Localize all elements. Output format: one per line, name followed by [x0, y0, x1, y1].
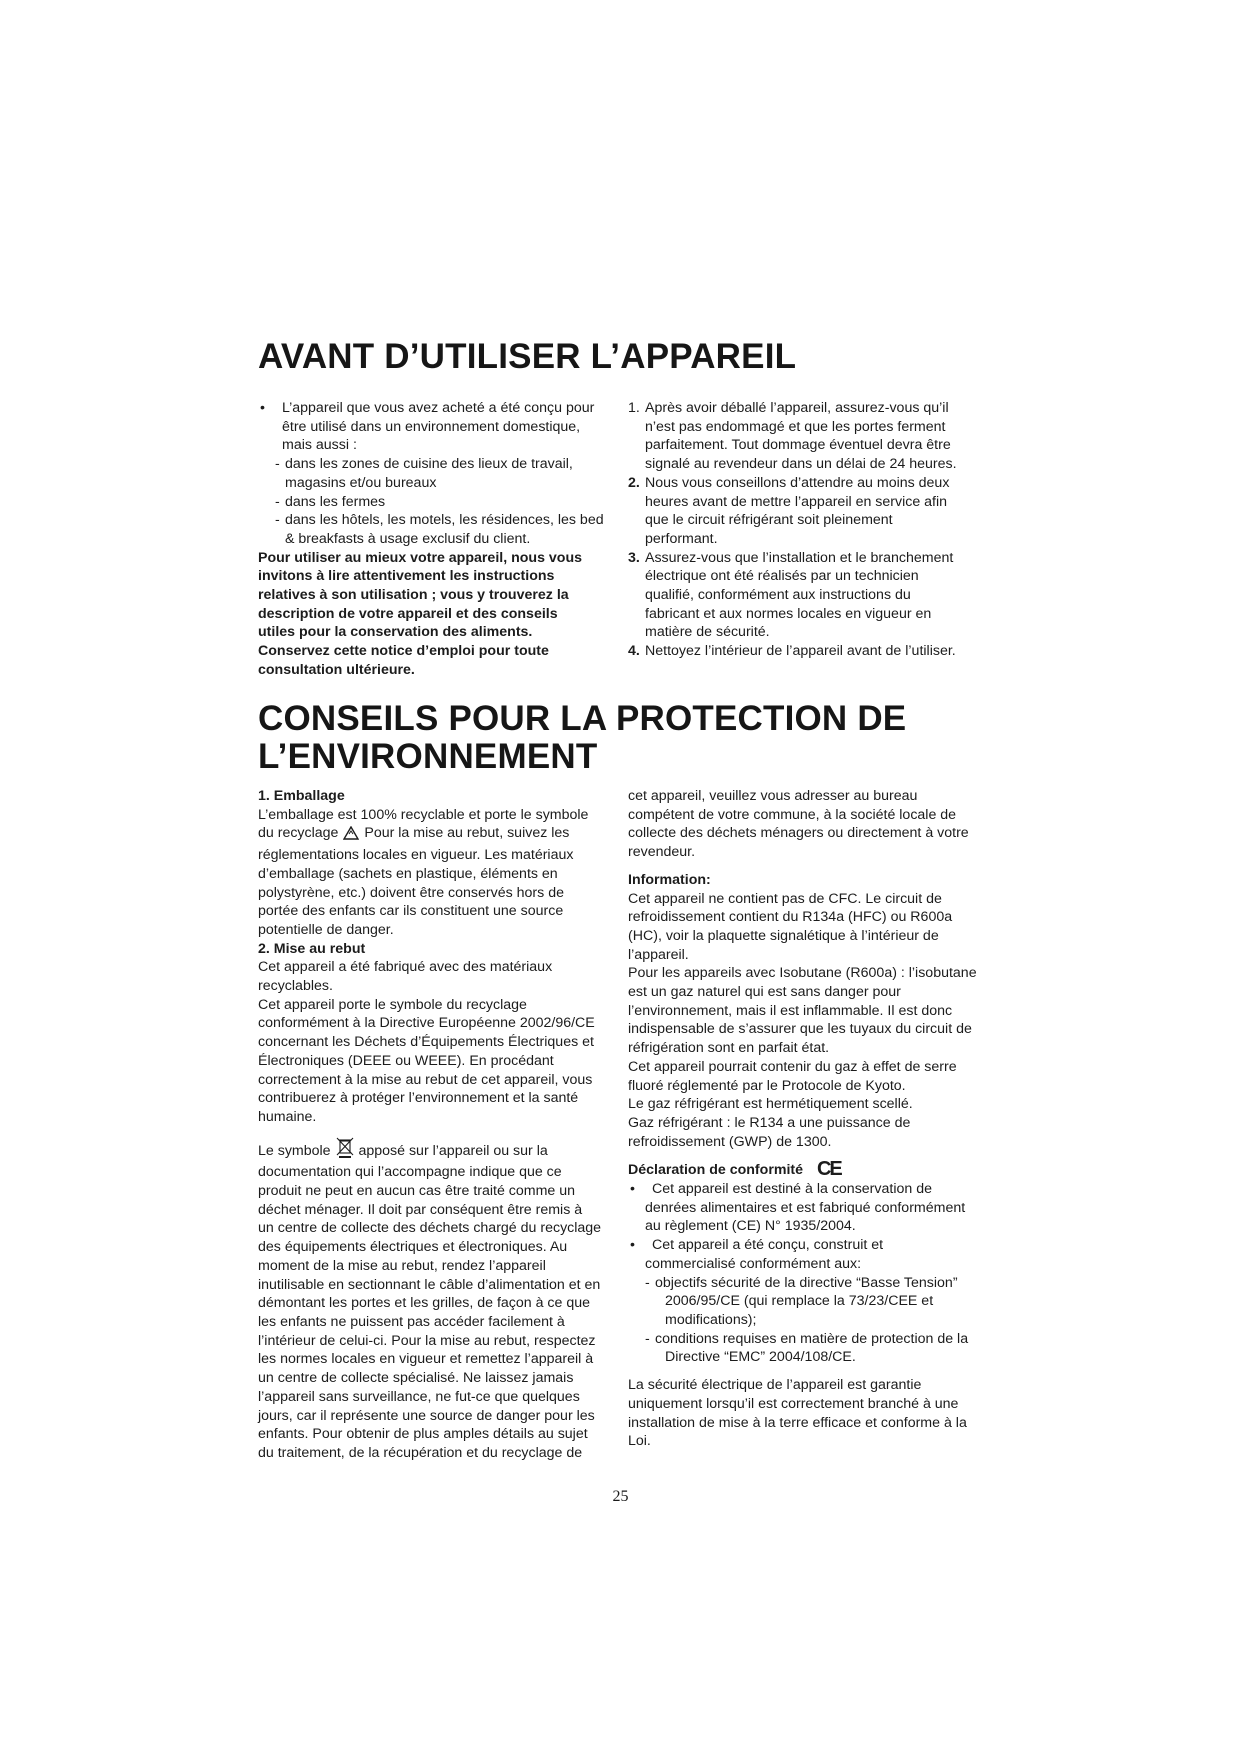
list-item: • Cet appareil a été conçu, construit et commercialisé conformément aux:	[628, 1236, 993, 1273]
section1-left-column	[258, 399, 618, 680]
section2-right-column: cet appareil, veuillez vous adresser au bureau compétent de votre commune, à la société locale de collecte des déchets ménagers ou directement à votre revendeur. Information: Cet appareil ne contient pas de CFC. Le circuit de refroidissement contient du R134a (HFC) ou R600a (HC), voir la plaquette signalétique à l’intérieur de l’appareil. Pour les appareils avec Isobutane (R600a) : l’isobutane est un gaz naturel qui est sans danger pour l’environnement, mais il est inflammable. Il est donc indispensable de s’assurer que les tuyaux du circuit de réfrigération sont en parfait état. Cet appareil pourrait contenir du gaz à effet de serre fluoré réglementé par le Protocole de Kyoto. Le gaz réfrigérant est hermétiquement scellé. Gaz réfrigérant : le R134 a une puissance de refroidissement (GWP) de 1300. Déclaration de conformité CE • Cet appareil est destiné à la conservation de denrées alimentaires et est fabriqué conformément au règlement (CE) N° 1935/2004. • Cet appareil a été conçu, construit et commercialisé conformément aux: - objectifs sécurité de la directive “Basse Tension” 2006/95/CE (qui remplace la 73/23/CEE et modifications); - conditions requises en matière de protection de la Directive “EMC” 2004/108/CE. La sécurité électrique de l’appareil est garantie uniquement lorsqu’il est correctement branché à une installation de mise à la terre efficace et conforme à la Loi.	[628, 787, 993, 1451]
list-item: - objectifs sécurité de la directive “Basse Tension” 2006/95/CE (qui remplace la 73/23/CEE et modifications);	[645, 1274, 958, 1328]
list-item: • Cet appareil est destiné à la conservation de denrées alimentaires et est fabriqué conformément au règlement (CE) N° 1935/2004.	[628, 1180, 993, 1236]
ce-mark-icon: CE	[816, 1158, 841, 1181]
emballage-heading: 1. Emballage	[258, 788, 345, 804]
information-heading: Information:	[628, 871, 711, 888]
list-item: - dans les fermes	[275, 493, 386, 510]
list-item: - conditions requises en matière de protection de la Directive “EMC” 2004/108/CE.	[645, 1330, 969, 1366]
list-item: 4. Nettoyez l’intérieur de l’appareil avant de l’utiliser.	[628, 643, 956, 660]
section1-right-column	[628, 399, 988, 661]
declaration-heading: Déclaration de conformité CE	[628, 1158, 841, 1181]
list-item: 3. Assurez-vous que l’installation et le branchement électrique ont été réalisés par un technicien qualifié, conformément aux instructions du fabricant et aux normes locales en vigueur en matière de sécurité.	[628, 549, 954, 641]
mise-au-rebut-heading: 2. Mise au rebut	[258, 940, 366, 957]
list-item: - dans les hôtels, les motels, les résidences, les bed & breakfasts à usage exclusif du client.	[275, 512, 604, 547]
usage-advice: Pour utiliser au mieux votre appareil, nous vous invitons à lire attentivement les instructions relatives à son utilisation ; vous y trouverez la description de votre appareil et des conseils utiles pour la conservation des aliments. Conservez cette notice d’emploi pour toute consultation ultérieure.	[258, 549, 583, 678]
list-item: - dans les zones de cuisine des lieux de travail, magasins et/ou bureaux	[275, 456, 573, 491]
list-item: 1. Après avoir déballé l’appareil, assurez-vous qu’il n’est pas endommagé et que les portes ferment parfaitement. Tout dommage éventuel devra être signalé au revendeur dans un délai de 24 heures.	[628, 400, 957, 473]
section1-title: AVANT D’UTILISER L’APPAREIL	[258, 337, 797, 376]
recycling-symbol-icon	[343, 826, 359, 846]
section2-left-column: 1. Emballage L’emballage est 100% recyclable et porte le symbole du recyclage Pour la mise au rebut, suivez les réglementations locales en vigueur. Les matériaux d’emballage (sachets en plastique, éléments en polystyrène, etc.) doivent être conservés hors de portée des enfants car ils constituent une source potentielle de danger. 2. Mise au rebut Cet appareil a été fabriqué avec des matériaux recyclables. Cet appareil porte le symbole du recyclage conformément à la Directive Européenne 2002/96/CE concernant les Déchets d’Équipements Électriques et Électroniques (DEEE ou WEEE). En procédant correctement à la mise au rebut de cet appareil, vous contribuerez à protéger l’environnement et la santé humaine. Le symbole apposé sur l’appareil ou sur la documentation qui l’accompagne indique que ce produit ne peut en aucun cas être traité comme un déchet ménager. Il doit par conséquent être remis à un centre de collecte des déchets chargé du recyclage des équipements électriques et électroniques. Au moment de la mise au rebut, rendez l’appareil inutilisable en sectionnant le câble d’alimentation et en démontant les portes et les grilles, de façon à ce que les enfants ne puissent pas accéder facilement à l’intérieur de celui-ci. Pour la mise au rebut, respectez les normes locales en vigueur et remettez l’appareil à un centre de collecte spécialisé. Ne laissez jamais l’appareil sans surveillance, ne fut-ce que quelques jours, car il représente une source de danger pour les enfants. Pour obtenir de plus amples détails au sujet du traitement, de la récupération et du recyclage de	[258, 787, 618, 1463]
section2-title: CONSEILS POUR LA PROTECTION DE L’ENVIRONNEMENT	[258, 699, 907, 776]
crossed-bin-icon	[336, 1136, 354, 1164]
list-item: 2. Nous vous conseillons d’attendre au moins deux heures avant de mettre l’appareil en service afin que le circuit réfrigérant soit pleinement performant.	[628, 474, 950, 547]
page-number: 25	[612, 1488, 629, 1505]
list-item: • L’appareil que vous avez acheté a été conçu pour être utilisé dans un environnement domestique, mais aussi :	[258, 399, 618, 455]
